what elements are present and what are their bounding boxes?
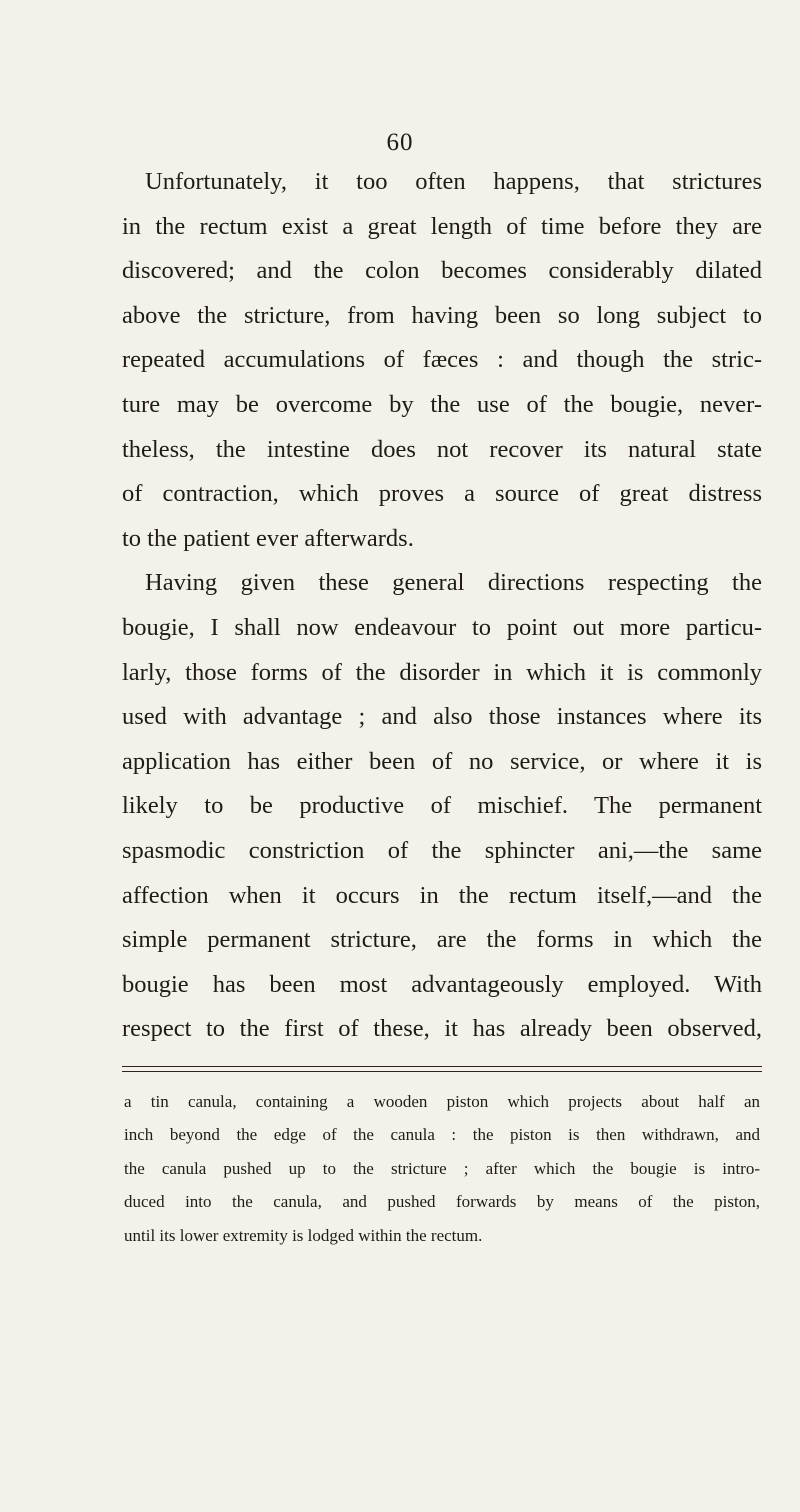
footnote-line: until its lower extremity is lodged within the rectum.: [124, 1225, 483, 1245]
body-line: discovered; and the colon becomes considerably dilated: [122, 257, 762, 285]
body-line: application has either been of no service, or where it is: [122, 747, 762, 775]
body-line: repeated accumulations of fæces : and though the stric-: [122, 346, 762, 374]
body-line: respect to the first of these, it has already been observed,: [122, 1015, 762, 1043]
body-line: in the rectum exist a great length of time before they are: [122, 212, 762, 240]
body-line: theless, the intestine does not recover its natural state: [122, 435, 762, 463]
footnote-line: duced into the canula, and pushed forwards by means of the piston,: [124, 1192, 760, 1212]
body-line: simple permanent stricture, are the forms in which the: [122, 926, 762, 954]
body-line: spasmodic constriction of the sphincter ani,—the same: [122, 836, 762, 864]
body-line: of contraction, which proves a source of great distress: [122, 480, 762, 508]
footnote-divider: [122, 1071, 762, 1072]
footnote: [124, 1085, 760, 1252]
body-line: Unfortunately, it too often happens, that strictures: [145, 168, 762, 195]
footnote-line: a tin canula, containing a wooden piston which projects about half an: [124, 1092, 760, 1111]
body-paragraphs: [122, 160, 762, 1052]
body-line: to the patient ever afterwards.: [122, 524, 414, 552]
footnote-line: inch beyond the edge of the canula : the piston is then withdrawn, and: [124, 1125, 760, 1145]
footnote-divider: [122, 1066, 762, 1067]
page-number: 60: [386, 129, 414, 156]
body-line: bougie has been most advantageously employed. With: [122, 970, 762, 998]
body-line: bougie, I shall now endeavour to point out more particu-: [122, 613, 762, 641]
body-line: Having given these general directions respecting the: [145, 569, 762, 597]
body-line: ture may be overcome by the use of the bougie, never-: [122, 390, 762, 418]
body-line: above the stricture, from having been so long subject to: [122, 301, 762, 329]
body-line: affection when it occurs in the rectum itself,—and the: [122, 881, 762, 909]
body-line: likely to be productive of mischief. The permanent: [122, 792, 762, 820]
body-line: larly, those forms of the disorder in which it is commonly: [122, 658, 762, 686]
body-line: used with advantage ; and also those instances where its: [122, 703, 762, 731]
footnote-line: the canula pushed up to the stricture ; after which the bougie is intro-: [124, 1158, 760, 1178]
